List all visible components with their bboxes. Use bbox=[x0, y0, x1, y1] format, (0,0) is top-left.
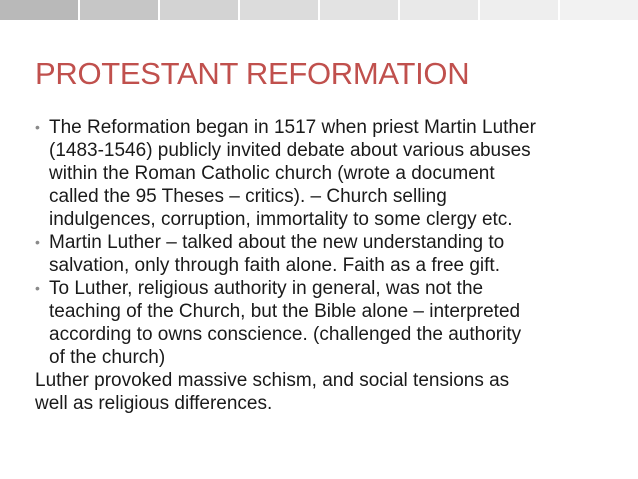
top-bar-segment bbox=[480, 0, 558, 20]
closing-paragraph bbox=[35, 369, 605, 415]
bullet-line: To Luther, religious authority in general, was not the bbox=[49, 278, 484, 299]
top-bar-segment bbox=[240, 0, 318, 20]
bullet-line: according to owns conscience. (challenged the authority bbox=[49, 324, 522, 345]
top-bar-segment bbox=[560, 0, 638, 20]
bullet-line: indulgences, corruption, immortality to some clergy etc. bbox=[49, 209, 513, 230]
top-bar-segment bbox=[0, 0, 78, 20]
top-bar-segment bbox=[320, 0, 398, 20]
paragraph-line: well as religious differences. bbox=[35, 393, 273, 414]
bullet-dot: • bbox=[35, 280, 40, 296]
bullet-item bbox=[35, 116, 605, 231]
top-decorative-bar bbox=[0, 0, 638, 20]
bullet-line: of the church) bbox=[49, 347, 166, 368]
bullet-dot: • bbox=[35, 119, 40, 135]
top-bar-segment bbox=[400, 0, 478, 20]
bullet-line: within the Roman Catholic church (wrote a document bbox=[49, 163, 495, 184]
bullet-dot: • bbox=[35, 234, 40, 250]
top-bar-segment bbox=[160, 0, 238, 20]
bullet-line: teaching of the Church, but the Bible alone – interpreted bbox=[49, 301, 521, 322]
bullet-item bbox=[35, 231, 605, 277]
bullet-line: The Reformation began in 1517 when priest Martin Luther bbox=[49, 117, 536, 138]
slide-content bbox=[35, 116, 605, 415]
bullet-line: called the 95 Theses – critics). – Church selling bbox=[49, 186, 447, 207]
bullet-item bbox=[35, 277, 605, 369]
bullet-line: Martin Luther – talked about the new understanding to bbox=[49, 232, 505, 253]
bullet-line: salvation, only through faith alone. Faith as a free gift. bbox=[49, 255, 500, 276]
top-bar-segment bbox=[80, 0, 158, 20]
paragraph-line: Luther provoked massive schism, and social tensions as bbox=[35, 370, 510, 391]
slide-title: PROTESTANT REFORMATION bbox=[35, 56, 470, 91]
bullet-line: (1483-1546) publicly invited debate about various abuses bbox=[49, 140, 531, 161]
